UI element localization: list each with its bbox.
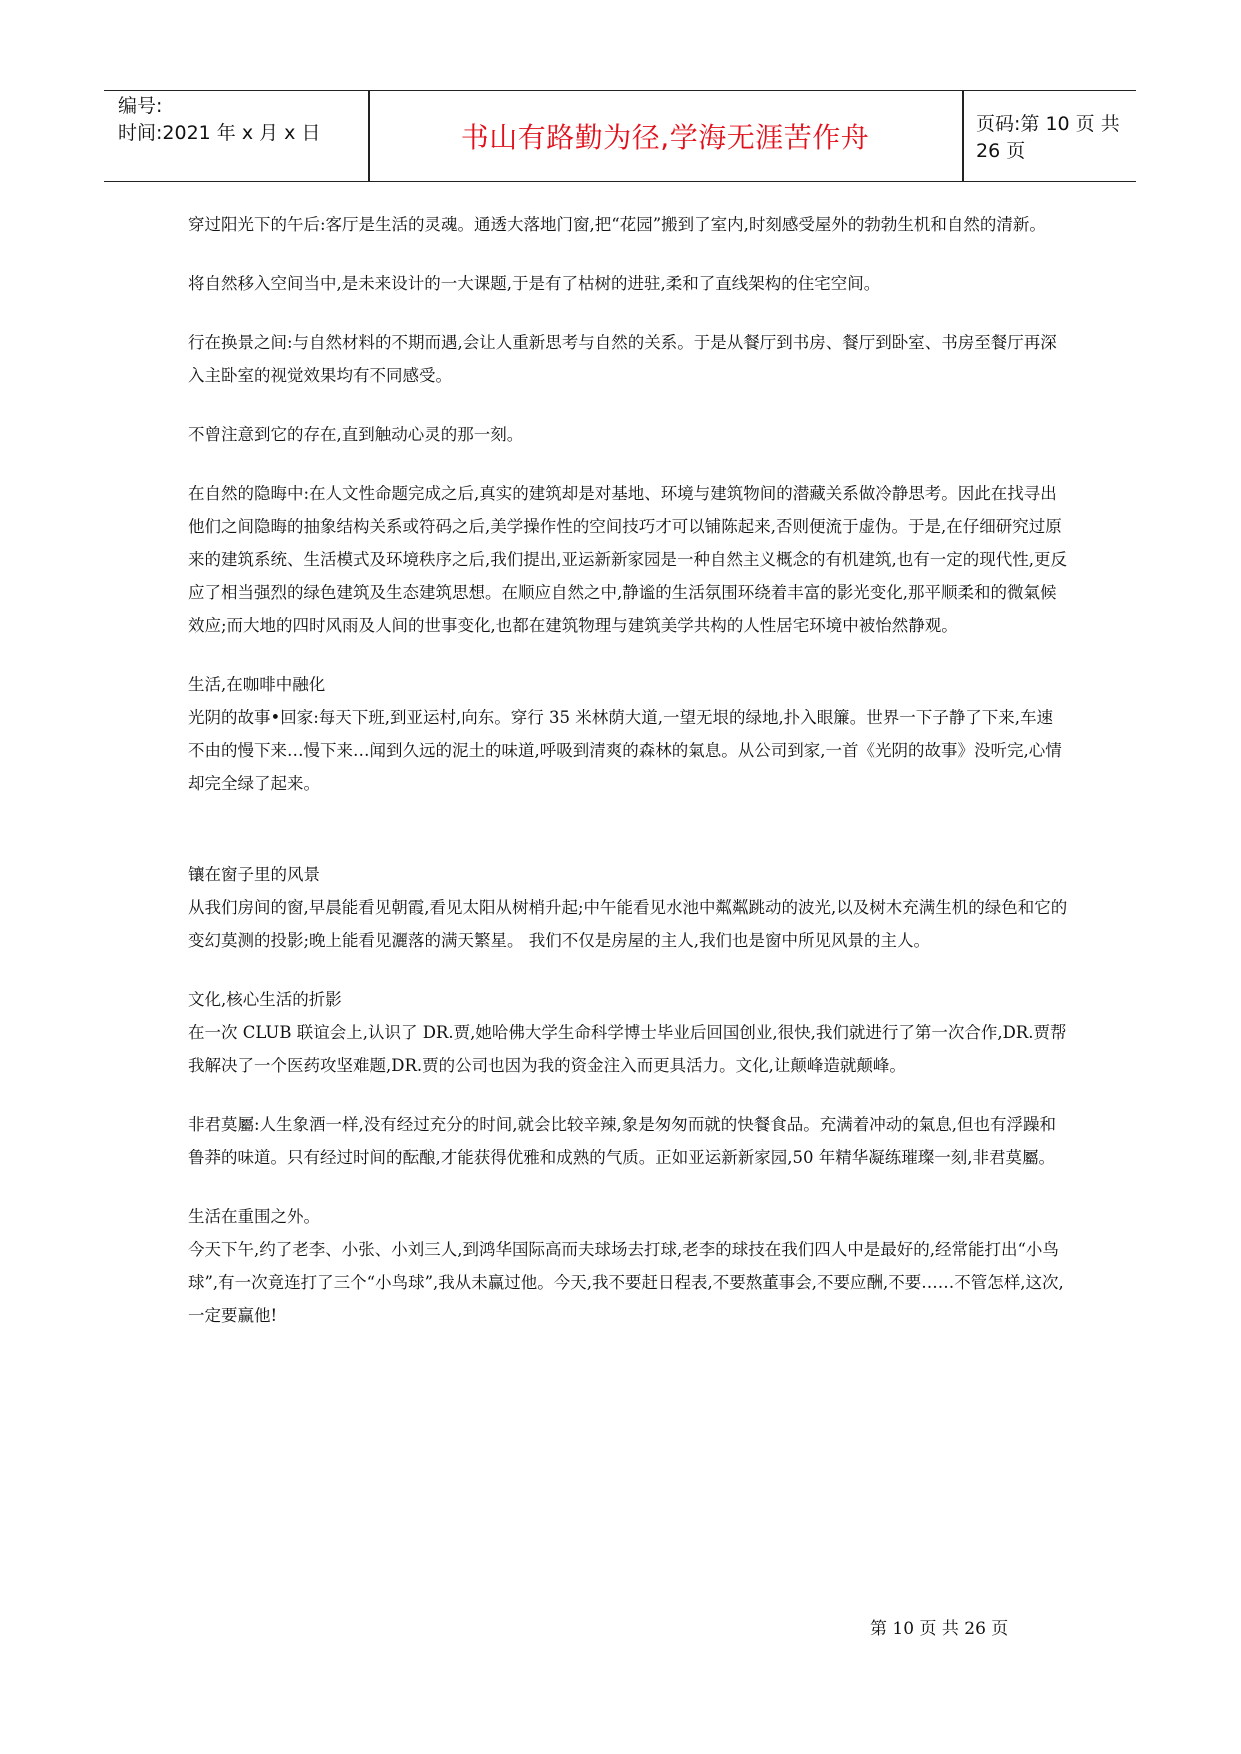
header-divider-right — [962, 91, 964, 181]
paragraph: 不曾注意到它的存在,直到触动心灵的那一刻。 — [188, 425, 524, 444]
page-header — [104, 90, 1136, 182]
document-number-label: 编号: — [118, 95, 163, 117]
paragraph: 行在换景之间:与自然材料的不期而遇,会让人重新思考与自然的关系。于是从餐厅到书房、餐厅到卧室、书房至餐厅再深入主卧室的视觉效果均有不同感受。 — [188, 333, 1057, 385]
header-motto: 书山有路勤为径,学海无涯苦作舟 — [460, 121, 870, 154]
section-title: 文化,核心生活的折影 — [188, 990, 342, 1009]
section-text: 在一次 CLUB 联谊会上,认识了 DR.贾,她哈佛大学生命科学博士毕业后回国创业,很快,我们就进行了第一次合作,DR.贾帮我解决了一个医药攻坚难题,DR.贾的公司也因为我的资金注入而更具活力。文化,让颠峰造就颠峰。 — [188, 1023, 1067, 1075]
document-body — [188, 208, 1068, 1358]
section-title: 生活,在咖啡中融化 — [188, 675, 326, 694]
paragraph: 将自然移入空间当中,是未来设计的一大课题,于是有了枯树的进驻,柔和了直线架构的住宅空间。 — [188, 274, 881, 293]
paragraph: 非君莫屬:人生象酒一样,没有经过充分的时间,就会比较辛辣,象是匆匆而就的快餐食品。充满着冲动的氣息,但也有浮躁和鲁莽的味道。只有经过时间的酝酿,才能获得优雅和成熟的气质。正如亚运新新家园,50 年精华凝练璀璨一刻,非君莫屬。 — [188, 1115, 1057, 1167]
document-time-label: 时间:2021 年 x 月 x 日 — [118, 122, 321, 144]
section-beyond — [188, 1200, 1068, 1332]
paragraph: 在自然的隐晦中:在人文性命题完成之后,真实的建筑却是对基地、环境与建筑物间的潜藏关系做冷静思考。因此在找寻出他们之间隐晦的抽象结构关系或符码之后,美学操作性的空间技巧才可以铺陈起来,否则便流于虚伪。于是,在仔细研究过原来的建筑系统、生活模式及环境秩序之后,我们提出,亚运新新家园是一种自然主义概念的有机建筑,也有一定的现代性,更反应了相当强烈的绿色建筑及生态建筑思想。在顺应自然之中,静谧的生活氛围环绕着丰富的影光变化,那平顺柔和的微氣候效应;而大地的四时风雨及人间的世事变化,也都在建筑物理与建筑美学共构的人性居宅环境中被怡然静观。 — [188, 484, 1067, 635]
header-page-label: 页码:第 10 页 共 26 页 — [976, 113, 1120, 162]
section-title: 镶在窗子里的风景 — [188, 865, 320, 884]
section-culture — [188, 983, 1068, 1082]
header-meta — [118, 93, 368, 147]
section-window-view — [188, 858, 1068, 957]
section-coffee — [188, 668, 1068, 800]
section-text: 今天下午,约了老李、小张、小刘三人,到鸿华国际高而夫球场去打球,老李的球技在我们四人中是最好的,经常能打出“小鸟球”,有一次竟连打了三个“小鸟球”,我从未赢过他。今天,我不要赶日程表,不要熬董事会,不要应酬,不要……不管怎样,这次,一定要赢他! — [188, 1240, 1064, 1325]
section-text: 光阴的故事•回家:每天下班,到亚运村,向东。穿行 35 米林荫大道,一望无垠的绿地,扑入眼簾。世界一下子静了下来,车速不由的慢下来…慢下来…闻到久远的泥土的味道,呼吸到清爽的森林的氣息。从公司到家,一首《光阴的故事》没听完,心情却完全绿了起来。 — [188, 708, 1062, 793]
page-footer: 第 10 页 共 26 页 — [870, 1619, 1009, 1639]
section-title: 生活在重围之外。 — [188, 1207, 320, 1226]
paragraph: 穿过阳光下的午后:客厅是生活的灵魂。通透大落地门窗,把“花园”搬到了室内,时刻感受屋外的勃勃生机和自然的清新。 — [188, 215, 1046, 234]
section-text: 从我们房间的窗,早晨能看见朝霞,看见太阳从树梢升起;中午能看见水池中粼粼跳动的波光,以及树木充满生机的绿色和它的变幻莫测的投影;晚上能看见灑落的满天繁星。 我们不仅是房屋的主人,我们也是窗中所见风景的主人。 — [188, 898, 1068, 950]
